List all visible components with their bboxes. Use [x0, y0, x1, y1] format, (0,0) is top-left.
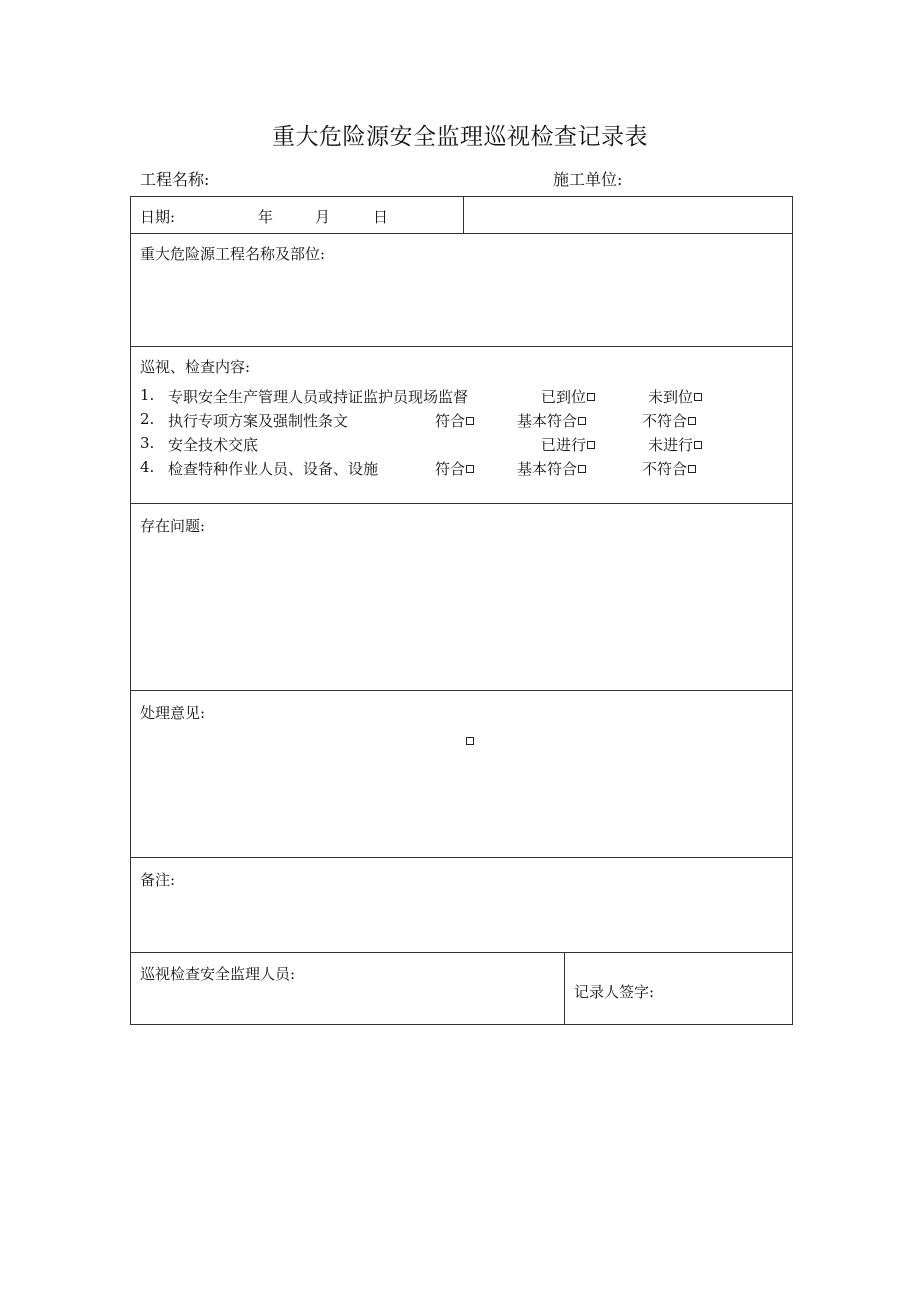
date-extra-field[interactable] [464, 197, 792, 233]
problems-row[interactable] [131, 504, 792, 691]
date-label: 日期: [140, 208, 176, 226]
item-4-option-noncomply[interactable]: 不符合 [642, 458, 696, 479]
checkbox-icon[interactable] [587, 393, 595, 401]
item-1-option-present[interactable]: 已到位 [541, 386, 595, 407]
checkbox-icon[interactable] [466, 737, 474, 745]
project-name-label: 工程名称: [140, 170, 210, 189]
day-label: 日 [373, 208, 389, 226]
form-title: 重大危险源安全监理巡视检查记录表 [272, 124, 648, 150]
year-label: 年 [258, 208, 274, 226]
checkbox-icon[interactable] [587, 441, 595, 449]
item-4-option-comply[interactable]: 符合 [435, 458, 474, 479]
item-3-option-done[interactable]: 已进行 [541, 434, 595, 455]
opinion-row[interactable] [131, 691, 792, 858]
item-2-option-comply[interactable]: 符合 [435, 410, 474, 431]
item-4-option-basic[interactable]: 基本符合 [517, 458, 586, 479]
remarks-row[interactable] [131, 858, 792, 953]
checkbox-icon[interactable] [694, 393, 702, 401]
item-2-text: 执行专项方案及强制性条文 [168, 412, 349, 430]
inspection-label: 巡视、检查内容: [140, 358, 251, 376]
inspection-form-table [130, 196, 793, 1025]
checkbox-icon[interactable] [578, 417, 586, 425]
hazard-name-row[interactable] [131, 234, 792, 347]
item-2-option-basic[interactable]: 基本符合 [517, 410, 586, 431]
checkbox-icon[interactable] [578, 465, 586, 473]
checkbox-icon[interactable] [466, 417, 474, 425]
item-4-text: 检查特种作业人员、设备、设施 [168, 460, 379, 478]
item-3-text: 安全技术交底 [168, 436, 259, 454]
checkbox-icon[interactable] [694, 441, 702, 449]
item-3-number: 3. [140, 434, 155, 452]
month-label: 月 [315, 208, 331, 226]
item-2-option-noncomply[interactable]: 不符合 [642, 410, 696, 431]
contractor-label: 施工单位: [553, 170, 623, 189]
recorder-label: 记录人签字: [574, 983, 655, 1001]
supervisor-label: 巡视检查安全监理人员: [140, 965, 296, 983]
item-1-option-absent[interactable]: 未到位 [648, 386, 702, 407]
checkbox-icon[interactable] [688, 465, 696, 473]
checkbox-icon[interactable] [688, 417, 696, 425]
signature-row [131, 953, 792, 1024]
problems-label: 存在问题: [140, 517, 206, 535]
checkbox-icon[interactable] [466, 465, 474, 473]
inspection-content-row [131, 347, 792, 504]
date-row [131, 197, 792, 234]
item-3-option-notdone[interactable]: 未进行 [648, 434, 702, 455]
item-4-number: 4. [140, 458, 155, 476]
item-1-number: 1. [140, 386, 155, 404]
signature-divider [564, 953, 565, 1024]
hazard-name-label: 重大危险源工程名称及部位: [140, 245, 326, 263]
item-2-number: 2. [140, 410, 155, 428]
opinion-label: 处理意见: [140, 704, 206, 722]
remarks-label: 备注: [140, 871, 176, 889]
item-1-text: 专职安全生产管理人员或持证监护员现场监督 [168, 388, 469, 406]
